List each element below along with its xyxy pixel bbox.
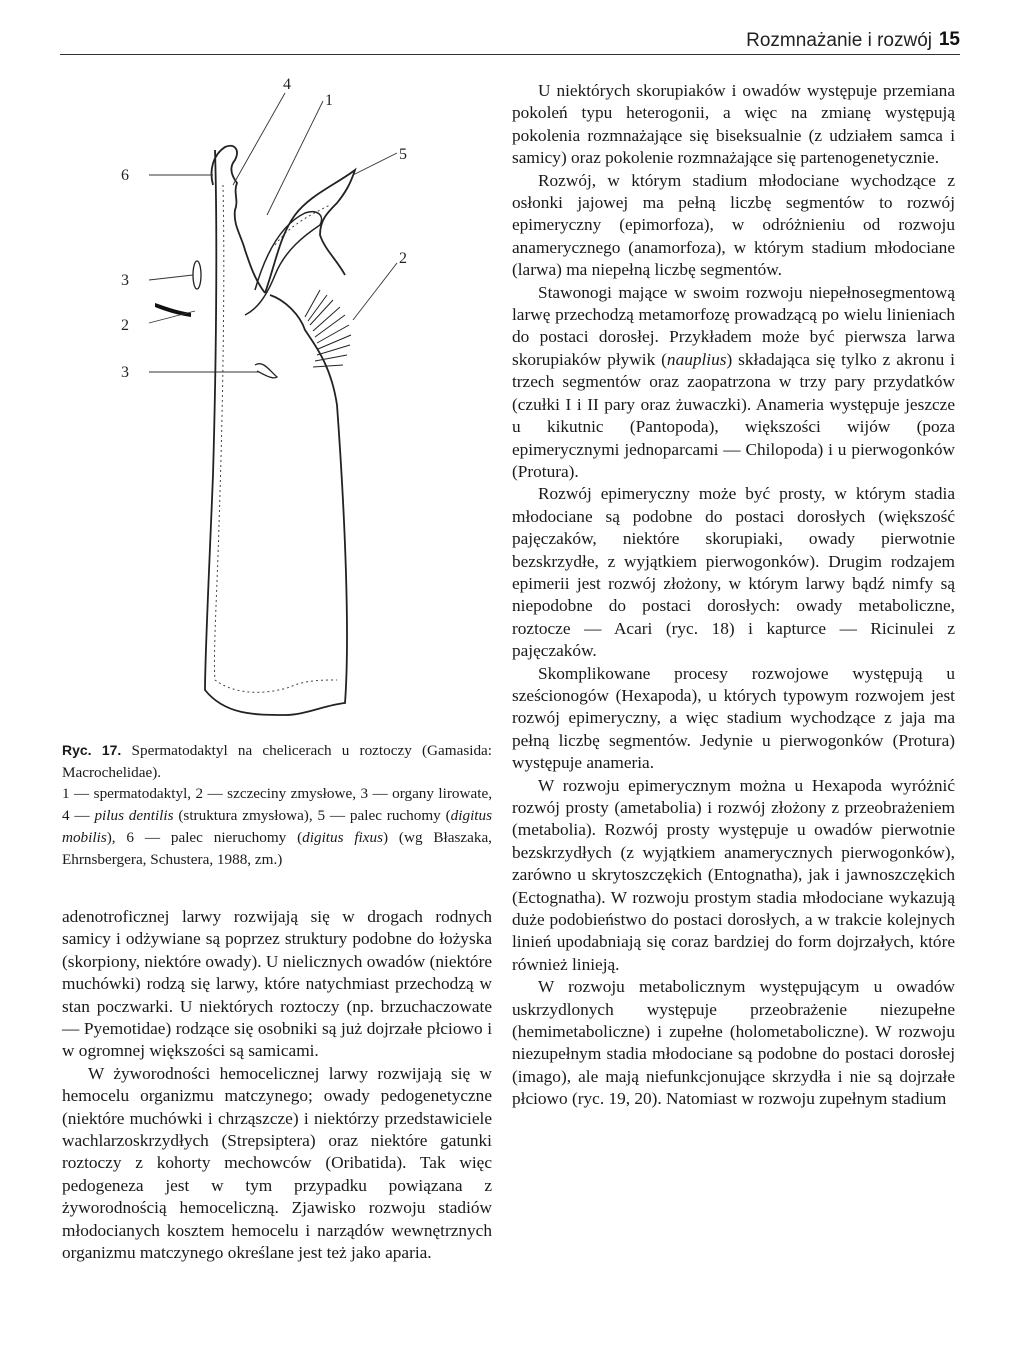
label-4: 4: [283, 76, 291, 93]
lyrifissure-lower: [255, 364, 277, 378]
right-paragraph-3-italic: nauplius: [666, 349, 727, 369]
leader-lines: [149, 93, 397, 372]
label-2-right: 2: [399, 250, 407, 267]
caption-legend-2-italic: digitus mobilis: [62, 807, 493, 846]
lyrifissure-upper: [193, 261, 201, 289]
fixed-digit: [212, 146, 266, 293]
right-column: [512, 80, 955, 1111]
running-title: Rozmnażanie i rozwój: [746, 30, 932, 51]
label-2-left: 2: [121, 317, 129, 334]
left-paragraph-1: adenotroficznej larwy rozwijają się w drogach rodnych samicy i odżywiane są poprzez struktury podobne do łożyska (skorpiony, niektóre owady). U nielicznych owadów (niektóre muchówki) rodzą się larwy, które natychmiast przechodzą w stan poczwarki. U niektórych roztoczy (np. brzuchaczowate — Pyemotidae) rodzące się osobniki są już dojrzałe płciowo i w ogromnej większości są samicami.: [62, 907, 492, 1061]
label-3-upper: 3: [121, 272, 129, 289]
label-1: 1: [325, 92, 333, 109]
page-header: [60, 24, 960, 55]
label-6: 6: [121, 167, 129, 184]
right-paragraph-6: W rozwoju epimerycznym można u Hexapoda wyróżnić rozwój prosty (ametabolia) i rozwój złożony z przeobrażeniem (metabolia). Rozwój prosty występuje u owadów pierwotnie bezskrzydłych (z wyjątkiem anamerycznych pierwogonków), zarówno u skrytoszczękich (Entognatha), jak i jawnoszczękich (Ectognatha). W rozwoju prostym stadia młodociane wykazują duże podobieństwo do postaci dorosłych, a w trakcie kolejnych linień upodabniają się coraz bardziej do form dojrzałych, które również linieją.: [512, 775, 955, 974]
figure-drawing: [105, 75, 435, 725]
label-3-lower: 3: [121, 364, 129, 381]
label-5: 5: [399, 146, 407, 163]
left-dark-mark: [155, 303, 191, 317]
right-paragraph-2: Rozwój, w którym stadium młodociane wychodzące z osłonki jajowej ma pełną liczbę segmentów to rozwój epimeryczny (epimorfoza), w odróżnieniu od rozwoju anamerycznego (anamorfoza), w którym stadium młodociane (larwa) ma niepełną liczbę segmentów.: [512, 170, 955, 280]
caption-legend-4: ) (wg Błaszaka, Ehrnsbergera, Schustera, 1988, zm.): [62, 828, 492, 868]
right-paragraph-3: [512, 282, 955, 484]
left-column: [62, 906, 492, 1265]
caption-label: Ryc. 17.: [62, 742, 122, 758]
caption-title: Spermatodaktyl na chelicerach u roztoczy (Gamasida: Macrochelidae).: [62, 742, 493, 781]
figure-caption: [62, 740, 492, 870]
chelicera-outline: [205, 150, 347, 715]
right-paragraph-3a: Stawonogi mające w swoim rozwoju niepełnosegmentową larwę przechodzą metamorfozę prowadzącą po wielu linieniach do postaci dorosłej. Przykładem może być pierwsza larwa skorupiaków pływik (: [512, 282, 955, 369]
caption-legend-3: ), 6 — palec nieruchomy (: [106, 828, 303, 846]
right-paragraph-5: Skomplikowane procesy rozwojowe występują u sześcionogów (Hexapoda), u których typowym rozwojem jest rozwój epimeryczny, a więc stadium wychodzące z jaja ma pełną liczbę segmentów. Jedynie u pierwogonków (Protura) występuje anameria.: [512, 663, 955, 773]
right-paragraph-3b: ) składająca się tylko z akronu i trzech segmentów oraz zaopatrzona w trzy pary przydatków (czułki I i II pary oraz żuwaczki). Anameria występuje jeszcze u kikutnic (Pantopoda), większości wijów (poza epimerycznymi jednoparcami — Chilopoda) i u pierwogonków (Protura).: [512, 349, 955, 481]
caption-legend-2: (struktura zmysłowa), 5 — palec ruchomy (: [173, 807, 451, 825]
right-paragraph-7: W rozwoju metabolicznym występującym u owadów uskrzydlonych występuje przeobrażenie niezupełne (hemimetaboliczne) i zupełne (holometaboliczne). W rozwoju niezupełnym stadia młodociane są podobne do postaci dorosłej (imago), ale mają niefunkcjonujące skrzydła i nie są dojrzałe płciowo (ryc. 19, 20). Natomiast w rozwoju zupełnym stadium: [512, 977, 955, 1109]
left-paragraph-2: W żyworodności hemocelicznej larwy rozwijają się w hemocelu organizmu matczynego; owady pedogenetyczne (niektóre muchówki i chrząszcze) i niektórzy przedstawiciele wachlarzoskrzydłych (Strepsiptera) oraz niektóre gatunki roztoczy z kohorty mechowców (Oribatida). Tak więc pedogeneza jest w tym przypadku powiązana z żyworodnością hemoceliczną. Zjawisko rozwoju stadiów młodocianych kosztem hemocelu i narządów wewnętrznych organizmu matczynego określane jest też jako aparia.: [62, 1063, 492, 1263]
right-paragraph-1: U niektórych skorupiaków i owadów występuje przemiana pokoleń typu heterogonii, a więc na zmianę występują pokolenia rozmnażające się biseksualnie (z udziałem samca i samicy) oraz pokolenie rozmnażające się partenogenetycznie.: [512, 81, 955, 168]
caption-legend-1-italic: pilus dentilis: [94, 807, 174, 825]
sensory-setae: [305, 290, 351, 367]
caption-legend-3-italic: digitus fixus: [302, 828, 384, 846]
right-paragraph-4: Rozwój epimeryczny może być prosty, w którym stadia młodociane są podobne do postaci dorosłych (większość pajęczaków, niektóre skorupiaki, owady pierwotnie bezskrzydłe, z wyjątkiem pierwogonków). Drugim rodzajem epimerii jest rozwój złożony, w którym larwy bądź nimfy są niepodobne do postaci dorosłych: owady metaboliczne, roztocze — Acari (ryc. 18) i kapturce — Ricinulei z pajęczaków.: [512, 484, 955, 661]
caption-legend-1: 1 — spermatodaktyl, 2 — szczeciny zmysłowe, 3 — organy lirowate, 4 —: [62, 785, 492, 825]
page-number: 15: [938, 29, 960, 50]
figure-spermatodactyl: [105, 75, 435, 725]
spermatodactyl: [245, 212, 322, 315]
